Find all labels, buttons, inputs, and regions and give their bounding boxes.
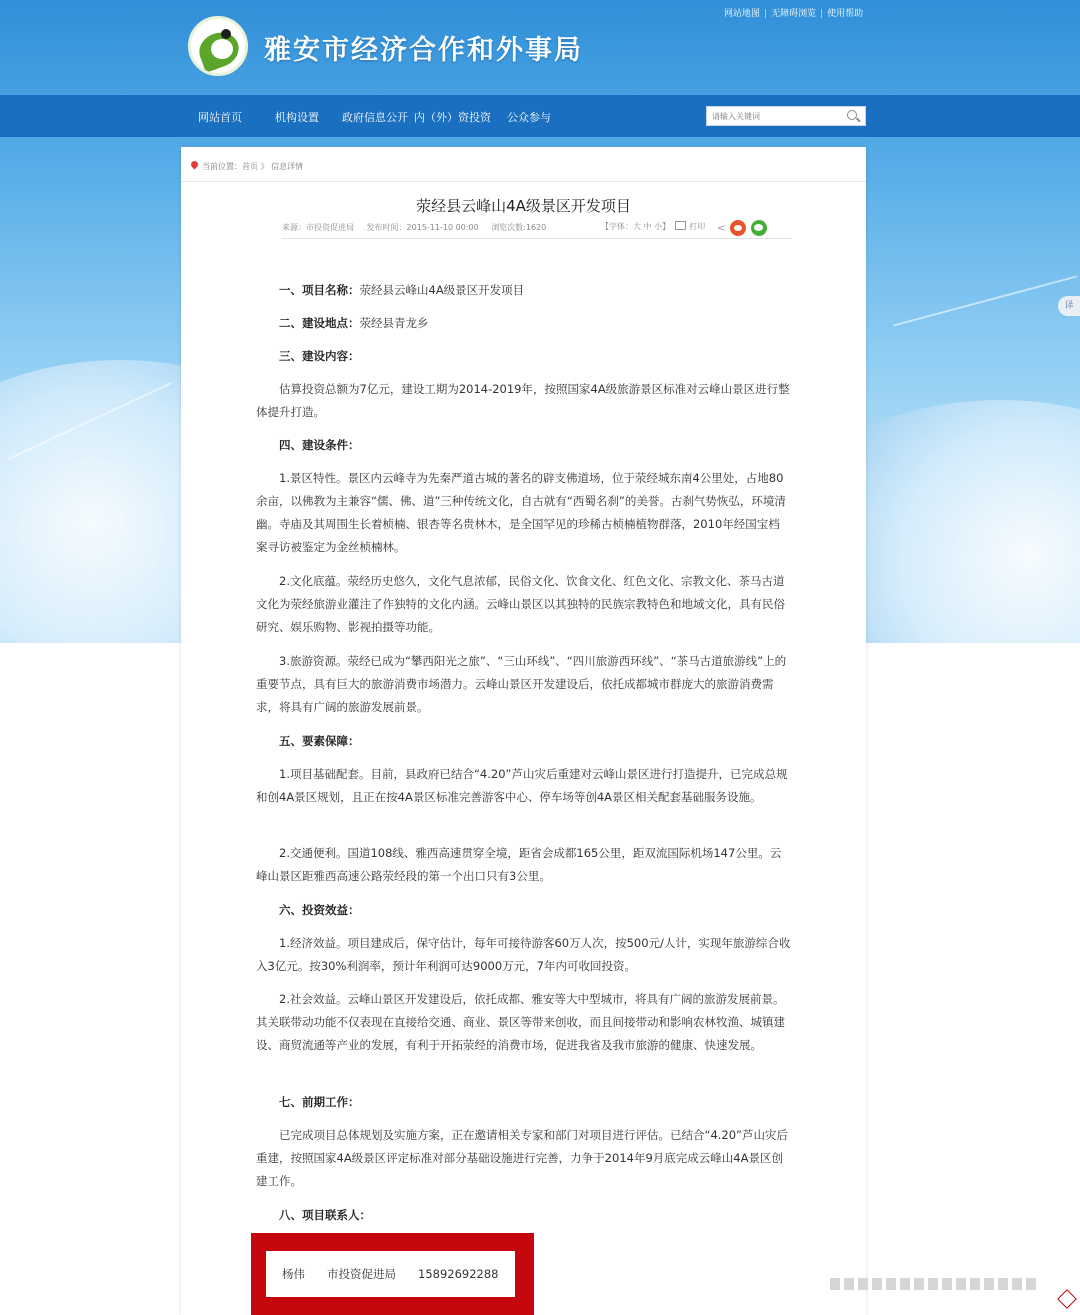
site-header <box>0 0 1080 95</box>
section-4-heading: 四、建设条件： <box>279 438 360 452</box>
breadcrumb-label: 当前位置： <box>202 162 242 171</box>
site-logo[interactable] <box>188 16 248 76</box>
breadcrumb-divider <box>181 181 866 182</box>
logo-dot-icon <box>221 29 231 39</box>
contact-org: 市投资促进局 <box>327 1267 396 1281</box>
section-heading: 一、项目名称： <box>279 283 360 297</box>
translate-button[interactable]: 译 <box>1058 296 1080 316</box>
section-text: 荥经县云峰山4A级景区开发项目 <box>359 283 525 297</box>
location-pin-icon <box>191 161 198 170</box>
nav-item-home[interactable]: 网站首页 <box>198 111 242 124</box>
article-published: 发布时间：2015-11-10 00:00 <box>366 223 479 232</box>
nav-item-public[interactable]: 公众参与 <box>507 111 551 124</box>
nav-item-organization[interactable]: 机构设置 <box>275 111 319 124</box>
contact-phone: 15892692288 <box>418 1267 499 1281</box>
nav-item-gov-info[interactable]: 政府信息公开 <box>342 111 408 124</box>
horizontal-scroll-indicator[interactable] <box>830 1275 1070 1287</box>
wechat-share-icon[interactable] <box>751 220 767 236</box>
top-link-separator: | <box>764 9 768 19</box>
search-input[interactable] <box>707 107 843 125</box>
breadcrumb-home[interactable]: 首页 <box>242 162 258 171</box>
section-6-heading: 六、投资效益： <box>279 903 360 917</box>
share-icon[interactable]: < <box>717 223 726 234</box>
paragraph: 3.旅游资源。荥经已成为“攀西阳光之旅”、“三山环线”、“四川旅游西环线”、“茶马古道旅游线”上的重要节点，具有巨大的旅游消费市场潜力。云峰山景区开发建设后，依托成都城市群庞大的旅游消费需求，将具有广阔的旅游发展前景。 <box>256 654 787 714</box>
search-box <box>706 106 866 126</box>
section-5-heading: 五、要素保障： <box>279 734 360 748</box>
section-3-heading: 三、建设内容： <box>279 349 360 363</box>
paragraph: 1.经济效益。项目建成后，保守估计，每年可接待游客60万人次，按500元/人计，实现年旅游综合收入3亿元。按30%利润率，预计年利润可达9000万元，7年内可收回投资。 <box>256 936 791 973</box>
content-card <box>181 147 866 1315</box>
breadcrumb-separator: 》 <box>260 162 269 171</box>
paragraph: 估算投资总额为7亿元，建设工期为2014-2019年，按照国家4A级旅游景区标准对云峰山景区进行整体提升打造。 <box>256 382 790 419</box>
search-icon[interactable] <box>845 109 861 125</box>
print-icon[interactable] <box>675 221 686 230</box>
top-links <box>722 6 865 19</box>
weibo-share-icon[interactable] <box>730 220 746 236</box>
font-size-control[interactable]: 【字体：大 中 小】 <box>601 222 671 231</box>
section-7-heading: 七、前期工作： <box>279 1095 360 1109</box>
article-views: 浏览次数:1620 <box>491 223 547 232</box>
main-nav <box>0 95 1080 137</box>
site-title: 雅安市经济合作和外事局 <box>264 35 583 66</box>
section-text: 荥经县青龙乡 <box>359 316 429 330</box>
logo-inner-icon <box>211 39 233 59</box>
contact-info <box>266 1251 515 1297</box>
meta-divider <box>282 238 792 239</box>
top-link-accessibility[interactable]: 无障碍浏览 <box>771 9 817 19</box>
paragraph: 1.项目基础配套。目前，县政府已结合“4.20”芦山灾后重建对云峰山景区进行打造提升，已完成总规和创4A景区规划，且正在按4A景区标准完善游客中心、停车场等创4A景区相关配套基础服务设施。 <box>256 767 788 804</box>
breadcrumb <box>191 161 303 172</box>
print-button[interactable]: 打印 <box>689 222 706 231</box>
article-title: 荥经县云峰山4A级景区开发项目 <box>416 197 631 215</box>
paragraph: 2.交通便利。国道108线、雅西高速贯穿全境，距省会成都165公里，距双流国际机场147公里。云峰山景区距雅西高速公路荥经段的第一个出口只有3公里。 <box>256 846 782 883</box>
article-meta <box>282 222 556 233</box>
paragraph: 2.文化底蕴。荥经历史悠久，文化气息浓郁，民俗文化、饮食文化、红色文化、宗教文化、茶马古道文化为荥经旅游业灌注了作独特的文化内涵。云峰山景区以其独特的民族宗教特色和地域文化，具有民俗研究、娱乐购物、影视拍摄等功能。 <box>256 574 785 634</box>
corner-logo-icon <box>1057 1289 1077 1309</box>
paragraph: 2.社会效益。云峰山景区开发建设后，依托成都、雅安等大中型城市，将具有广阔的旅游发展前景。其关联带动功能不仅表现在直接给交通、商业、景区等带来创收，而且间接带动和影响农林牧渔、城镇建设、商贸流通等产业的发展，有利于开拓荥经的消费市场，促进我省及我市旅游的健康、快速发展。 <box>256 992 785 1052</box>
paragraph: 1.景区特性。景区内云峰寺为先秦严道古城的著名的辟支佛道场，位于荥经城东南4公里处，占地80余亩，以佛教为主兼容“儒、佛、道”三种传统文化，自古就有“西蜀名刹”的美誉。古刹气势恢弘，环境清幽。寺庙及其周围生长着桢楠、银杏等名贵林木，是全国罕见的珍稀古桢楠植物群落，2010年经国宝档案寻访被鉴定为金丝桢楠林。 <box>256 471 786 554</box>
paragraph: 已完成项目总体规划及实施方案，正在邀请相关专家和部门对项目进行评估。已结合“4.20”芦山灾后重建，按照国家4A级景区评定标准对部分基础设施进行完善，力争于2014年9月底完成云峰山4A景区创建工作。 <box>256 1128 789 1188</box>
section-1 <box>256 279 791 302</box>
top-link-help[interactable]: 使用帮助 <box>827 9 864 19</box>
background-line <box>893 275 1077 326</box>
article-source: 来源：市投资促进局 <box>282 223 354 232</box>
section-2 <box>256 312 791 335</box>
breadcrumb-current: 信息详情 <box>271 162 304 171</box>
contact-name: 杨伟 <box>282 1267 305 1281</box>
article-tools <box>601 221 705 232</box>
section-8-heading: 八、项目联系人： <box>279 1208 371 1222</box>
section-heading: 二、建设地点： <box>279 316 360 330</box>
nav-item-investment[interactable]: 内（外）资投资 <box>414 111 491 124</box>
top-link-sitemap[interactable]: 网站地图 <box>724 9 761 19</box>
top-link-separator: | <box>820 9 824 19</box>
